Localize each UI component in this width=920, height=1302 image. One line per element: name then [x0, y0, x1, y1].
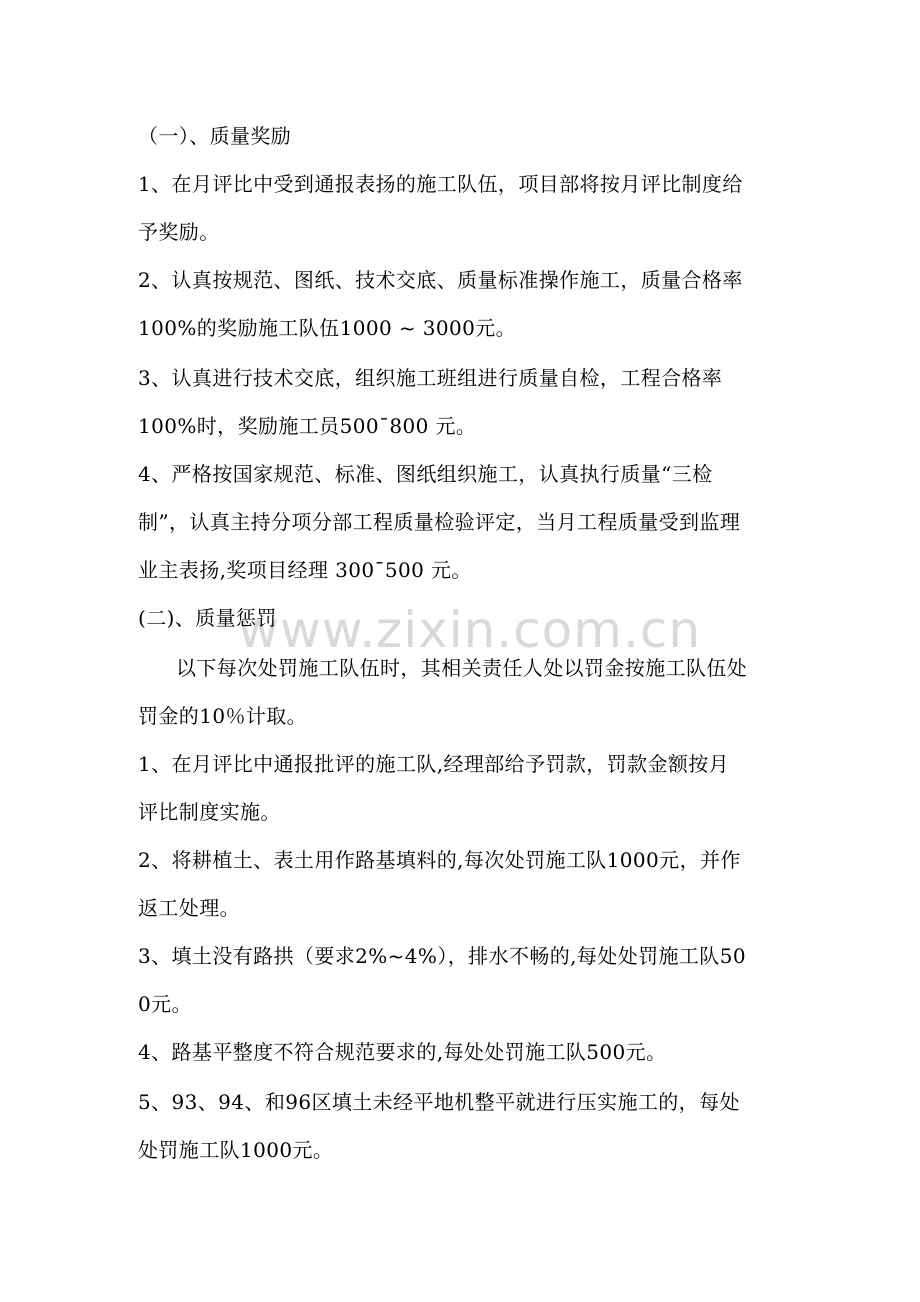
paragraph-line: 1、在月评比中受到通报表扬的施工队伍，项目部将按月评比制度给: [138, 172, 743, 196]
paragraph-line: 制”，认真主持分项分部工程质量检验评定，当月工程质量受到监理: [138, 510, 741, 534]
paragraph-line: 0元。: [138, 992, 192, 1016]
paragraph-line: 以下每次处罚施工队伍时，其相关责任人处以罚金按施工队伍处: [176, 656, 748, 680]
paragraph-line: 100%时，奖励施工员500¯800 元。: [138, 414, 477, 438]
paragraph-line: 3、认真进行技术交底，组织施工班组进行质量自检，工程合格率: [138, 366, 723, 390]
paragraph-line: 3、填土没有路拱（要求2%~4%），排水不畅的,每处处罚施工队50: [138, 944, 746, 968]
paragraph-line: 4、严格按国家规范、标准、图纸组织施工，认真执行质量“三检: [138, 462, 713, 486]
paragraph-line: 业主表扬,奖项目经理 300¯500 元。: [138, 558, 472, 582]
paragraph-line: 2、认真按规范、图纸、技术交底、质量标准操作施工，质量合格率: [138, 268, 743, 292]
paragraph-line: 予奖励。: [138, 220, 220, 244]
paragraph-line: 4、路基平整度不符合规范要求的,每处处罚施工队500元。: [138, 1040, 667, 1064]
paragraph-line: 评比制度实施。: [138, 800, 281, 824]
paragraph-line: 100%的奖励施工队伍1000 ~ 3000元。: [138, 316, 517, 340]
paragraph-line: 罚金的10％计取。: [138, 704, 308, 728]
paragraph-line: 5、93、94、和96区填土未经平地机整平就进行压实施工的，每处: [138, 1090, 740, 1114]
paragraph-line: 2、将耕植土、表土用作路基填料的,每次处罚施工队1000元，并作: [138, 848, 741, 872]
paragraph-line: 返工处理。: [138, 896, 240, 920]
paragraph-line: 1、在月评比中通报批评的施工队,经理部给予罚款，罚款金额按月: [138, 752, 730, 776]
section-heading-quality-reward: （一）、质量奖励: [138, 124, 292, 148]
watermark: www.zixin.com.cn: [238, 601, 702, 659]
paragraph-line: 处罚施工队1000元。: [138, 1138, 334, 1162]
section-heading-quality-penalty: (二)、质量惩罚: [138, 606, 277, 630]
